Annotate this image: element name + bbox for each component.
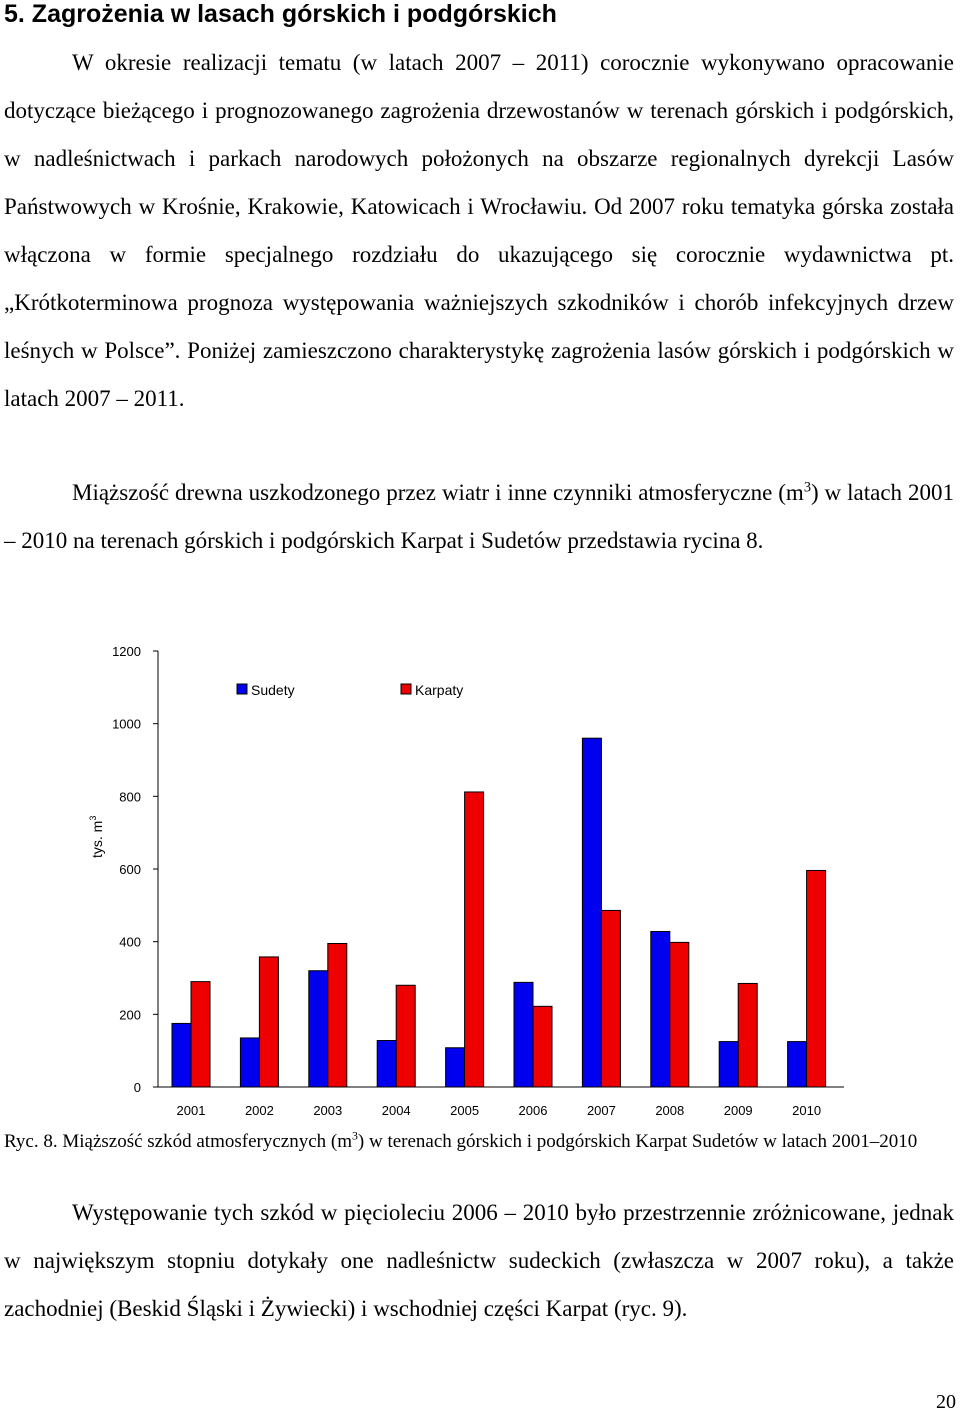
- paragraph-intro-text: W okresie realizacji tematu (w latach 2007 – 2011) corocznie wykonywano opracowanie dotyczące bieżącego i prognozowanego zagrożenia drzewostanów w terenach górskich i podgórskich, w nadleśnictwach i parkach narodowych położonych na obszarze regionalnych dyrekcji Lasów Państwowych w Krośnie, Krakowie, Katowicach i Wrocławiu. Od 2007 roku tematyka górska została włączona w formie specjalnego rozdziału do ukazującego się corocznie wydawnictwa pt. „Krótkoterminowa prognoza występowania ważniejszych szkodników i chorób infekcyjnych drzew leśnych w Polsce”. Poniżej zamieszczono charakterystykę zagrożenia lasów górskich i podgórskich w latach 2007 – 2011.: [4, 50, 954, 411]
- figure-caption-after: ) w terenach górskich i podgórskich Karpat Sudetów w latach 2001–2010: [357, 1131, 918, 1152]
- x-tick-label: 2010: [792, 1103, 822, 1118]
- y-tick-label: 200: [119, 1007, 141, 1023]
- bar-karpaty-2010: [807, 870, 826, 1087]
- bar-sudety-2009: [719, 1042, 738, 1087]
- bar-karpaty-2002: [259, 957, 278, 1087]
- bar-karpaty-2005: [465, 792, 484, 1087]
- x-tick-label: 2007: [586, 1103, 616, 1118]
- unit-superscript: 3: [803, 479, 811, 496]
- x-tick-label: 2008: [655, 1103, 685, 1118]
- paragraph-chart-intro-after: ) w latach 2001 – 2010 na terenach górskich i podgórskich Karpat i Sudetów przedstawia rycina 8.: [4, 480, 954, 553]
- paragraph-conclusion-text: Występowanie tych szkód w pięcioleciu 2006 – 2010 było przestrzennie zróżnicowane, jednak w największym stopniu dotykały one nadleśnictw sudeckich (zwłaszcza w 2007 roku), a także zachodniej (Beskid Śląski i Żywiecki) i wschodniej części Karpat (ryc. 9).: [4, 1200, 954, 1321]
- bar-sudety-2003: [309, 971, 328, 1087]
- bar-sudety-2002: [240, 1038, 259, 1087]
- legend-label-karpaty: Karpaty: [415, 682, 464, 698]
- x-tick-label: 2004: [381, 1103, 411, 1118]
- bar-sudety-2001: [172, 1023, 191, 1087]
- figure-caption: [4, 1130, 954, 1154]
- bar-karpaty-2009: [738, 983, 757, 1087]
- y-axis-label-superscript: 3: [88, 815, 98, 821]
- paragraph-chart-intro-before: Miąższość drewna uszkodzonego przez wiatr i inne czynniki atmosferyczne (m: [72, 480, 804, 505]
- paragraph-conclusion: [4, 1189, 954, 1333]
- legend-label-sudety: Sudety: [251, 682, 295, 698]
- bar-karpaty-2006: [533, 1006, 552, 1087]
- bar-sudety-2010: [788, 1042, 807, 1087]
- figure-caption-before: Ryc. 8. Miąższość szkód atmosferycznych (m: [4, 1131, 352, 1152]
- section-heading: 5. Zagrożenia w lasach górskich i podgórskich: [4, 0, 557, 28]
- bar-karpaty-2004: [396, 985, 415, 1087]
- x-tick-label: 2006: [518, 1103, 548, 1118]
- y-tick-label: 1000: [112, 716, 141, 732]
- y-tick-label: 0: [133, 1080, 141, 1095]
- caption-unit-superscript: 3: [352, 1129, 358, 1143]
- bar-sudety-2007: [582, 738, 601, 1087]
- y-tick-label: 800: [119, 789, 141, 805]
- bar-karpaty-2001: [191, 982, 210, 1087]
- y-tick-label: 600: [119, 862, 141, 877]
- y-tick-label: 1200: [112, 644, 141, 659]
- page-number: 20: [936, 1391, 956, 1413]
- legend-swatch-sudety: [237, 684, 247, 694]
- y-axis-label-text: tys. m: [89, 820, 105, 858]
- bar-karpaty-2003: [328, 943, 347, 1087]
- bar-sudety-2005: [446, 1048, 465, 1087]
- y-tick-label: 400: [119, 934, 141, 950]
- bar-karpaty-2007: [601, 910, 620, 1087]
- bar-sudety-2008: [651, 931, 670, 1087]
- x-tick-label: 2001: [176, 1103, 206, 1118]
- y-axis-label: [88, 816, 105, 858]
- bar-sudety-2004: [377, 1040, 396, 1087]
- bar-sudety-2006: [514, 982, 533, 1087]
- x-tick-label: 2005: [450, 1103, 480, 1118]
- x-tick-label: 2009: [723, 1103, 753, 1118]
- x-tick-label: 2003: [313, 1103, 343, 1118]
- legend-swatch-karpaty: [401, 684, 411, 694]
- x-tick-label: 2002: [244, 1103, 274, 1118]
- bar-karpaty-2008: [670, 942, 689, 1087]
